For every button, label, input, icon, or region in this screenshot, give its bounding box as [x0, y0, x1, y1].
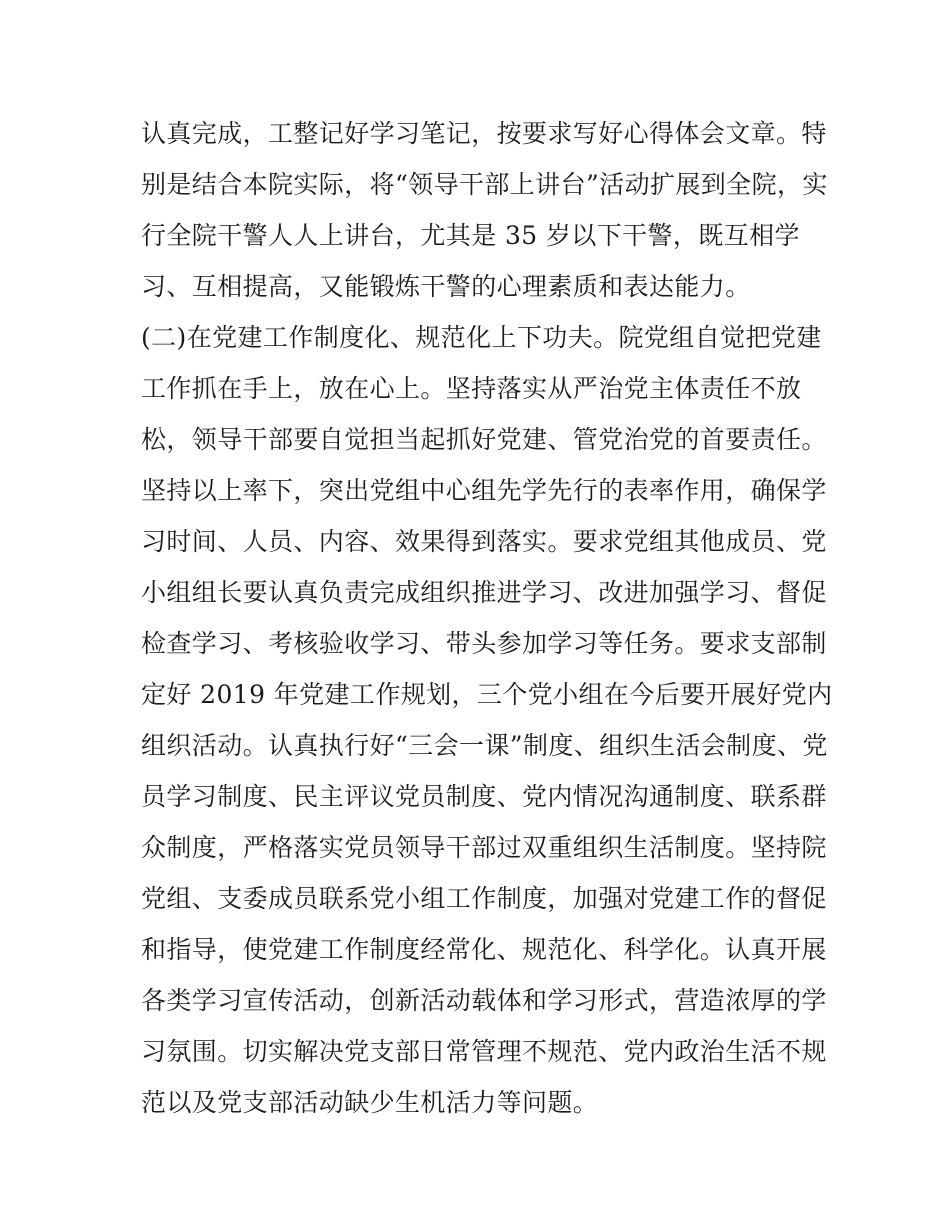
- text-line: 别是结合本院实际，将“领导干部上讲台”活动扩展到全院，实: [141, 170, 828, 199]
- text-line: 坚持以上率下，突出党组中心组先学先行的表率作用，确保学: [141, 476, 827, 505]
- text-line: 习、互相提高，又能锻炼干警的心理素质和表达能力。: [141, 272, 751, 301]
- text-line: 各类学习宣传活动，创新活动载体和学习形式，营造浓厚的学: [141, 986, 827, 1015]
- text-line: 定好 2019 年党建工作规划，三个党小组在今后要开展好党内: [141, 680, 833, 709]
- text-line: 松，领导干部要自觉担当起抓好党建、管党治党的首要责任。: [141, 425, 827, 454]
- text-line: 行全院干警人人上讲台，尤其是 35 岁以下干警，既互相学: [141, 221, 800, 250]
- text-line: 习时间、人员、内容、效果得到落实。要求党组其他成员、党: [141, 527, 827, 556]
- text-line: (二)在党建工作制度化、规范化上下功夫。院党组自觉把党建: [141, 323, 822, 352]
- text-line: 工作抓在手上，放在心上。坚持落实从严治党主体责任不放: [141, 374, 802, 403]
- text-line: 党组、支委成员联系党小组工作制度，加强对党建工作的督促: [141, 884, 827, 913]
- body-text: [141, 108, 841, 1128]
- text-line: 小组组长要认真负责完成组织推进学习、改进加强学习、督促: [141, 578, 827, 607]
- text-line: 众制度，严格落实党员领导干部过双重组织生活制度。坚持院: [141, 833, 827, 862]
- text-line: 员学习制度、民主评议党员制度、党内情况沟通制度、联系群: [141, 782, 827, 811]
- text-line: 习氛围。切实解决党支部日常管理不规范、党内政治生活不规: [141, 1037, 827, 1066]
- text-line: 范以及党支部活动缺少生机活力等问题。: [141, 1088, 599, 1117]
- text-line: 组织活动。认真执行好“三会一课”制度、组织生活会制度、党: [141, 731, 828, 760]
- text-line: 和指导，使党建工作制度经常化、规范化、科学化。认真开展: [141, 935, 827, 964]
- text-line: 检查学习、考核验收学习、带头参加学习等任务。要求支部制: [141, 629, 827, 658]
- text-line: 认真完成，工整记好学习笔记，按要求写好心得体会文章。特: [141, 119, 827, 148]
